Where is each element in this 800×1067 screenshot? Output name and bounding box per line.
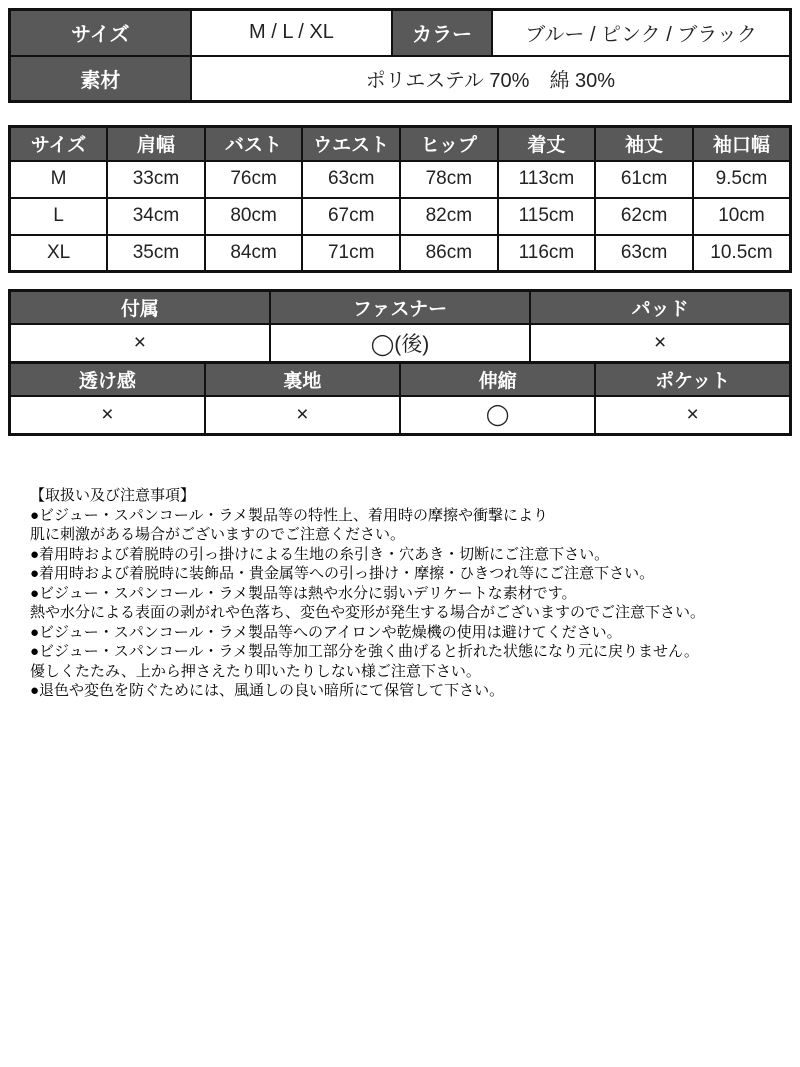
features2-header-row [10, 363, 791, 396]
material-label: 素材 [10, 56, 191, 102]
col-header: 袖丈 [595, 127, 693, 161]
features1-header-row [10, 291, 791, 324]
size-label: サイズ [10, 10, 191, 56]
feature-value: × [205, 396, 400, 435]
size-cell: 61cm [595, 161, 693, 198]
size-chart-header-row [10, 127, 791, 161]
size-cell: M [10, 161, 108, 198]
size-cell: 10.5cm [693, 235, 791, 272]
size-cell: 116cm [498, 235, 596, 272]
note-line: 熱や水分による表面の剥がれや色落ち、変色や変形が発生する場合がございますのでご注意下さい。 [30, 604, 706, 621]
note-line: ●着用時および着脱時に装飾品・貴金属等への引っ掛け・摩擦・ひきつれ等にご注意下さい。 [30, 565, 655, 582]
feature-header: ポケット [595, 363, 790, 396]
size-cell: 33cm [107, 161, 205, 198]
note-line: 肌に刺激がある場合がございますのでご注意ください。 [30, 526, 406, 543]
features1-value-row [10, 324, 791, 363]
feature-value: × [595, 396, 790, 435]
feature-header: ファスナー [270, 291, 530, 324]
size-cell: 62cm [595, 198, 693, 235]
size-cell: 76cm [205, 161, 303, 198]
feature-header: 裏地 [205, 363, 400, 396]
feature-value: ◯ [400, 396, 595, 435]
size-chart-table [8, 125, 792, 273]
note-line: ●ビジュー・スパンコール・ラメ製品等加工部分を強く曲げると折れた状態になり元に戻りません。 [30, 643, 699, 660]
size-value: M / L / XL [191, 10, 392, 56]
feature-value: ◯(後) [270, 324, 530, 363]
size-cell: L [10, 198, 108, 235]
note-line: ●ビジュー・スパンコール・ラメ製品等は熱や水分に弱いデリケートな素材です。 [30, 584, 577, 602]
summary-table [8, 8, 792, 103]
feature-value: × [10, 324, 270, 363]
size-cell: 78cm [400, 161, 498, 198]
size-cell: 63cm [302, 161, 400, 198]
note-line: ●ビジュー・スパンコール・ラメ製品等の特性上、着用時の摩擦や衝撃により [30, 506, 549, 524]
size-row-xl [10, 235, 791, 272]
features-table-2 [8, 361, 792, 436]
size-cell: 9.5cm [693, 161, 791, 198]
size-cell: 10cm [693, 198, 791, 235]
summary-row-material [10, 56, 791, 102]
features-table-1 [8, 289, 792, 364]
size-cell: 80cm [205, 198, 303, 235]
col-header: バスト [205, 127, 303, 161]
size-cell: 113cm [498, 161, 596, 198]
features2-value-row [10, 396, 791, 435]
size-cell: 86cm [400, 235, 498, 272]
col-header: 肩幅 [107, 127, 205, 161]
size-cell: 115cm [498, 198, 596, 235]
handling-notes [8, 486, 792, 701]
size-row-l [10, 198, 791, 235]
size-cell: 34cm [107, 198, 205, 235]
color-value: ブルー / ピンク / ブラック [492, 10, 790, 56]
feature-header: パッド [530, 291, 790, 324]
feature-value: × [530, 324, 790, 363]
size-cell: 67cm [302, 198, 400, 235]
summary-row-size-color [10, 10, 791, 56]
size-cell: 35cm [107, 235, 205, 272]
size-cell: 82cm [400, 198, 498, 235]
size-cell: XL [10, 235, 108, 272]
note-line: ●ビジュー・スパンコール・ラメ製品等へのアイロンや乾燥機の使用は避けてください。 [30, 623, 622, 641]
size-cell: 84cm [205, 235, 303, 272]
col-header: ウエスト [302, 127, 400, 161]
size-row-m [10, 161, 791, 198]
material-value: ポリエステル 70% 綿 30% [191, 56, 791, 102]
note-line: ●退色や変色を防ぐためには、風通しの良い暗所にて保管して下さい。 [30, 682, 505, 699]
col-header: ヒップ [400, 127, 498, 161]
col-header: 袖口幅 [693, 127, 791, 161]
color-label: カラー [392, 10, 492, 56]
feature-value: × [10, 396, 205, 435]
feature-header: 伸縮 [400, 363, 595, 396]
note-line: ●着用時および着脱時の引っ掛けによる生地の糸引き・穴あき・切断にご注意下さい。 [30, 545, 610, 563]
col-header: 着丈 [498, 127, 596, 161]
size-cell: 71cm [302, 235, 400, 272]
col-header: サイズ [10, 127, 108, 161]
size-cell: 63cm [595, 235, 693, 272]
feature-header: 付属 [10, 291, 270, 324]
feature-header: 透け感 [10, 363, 205, 396]
note-line: 優しくたたみ、上から押さえたり叩いたりしない様ご注意下さい。 [30, 662, 481, 680]
notes-title: 【取扱い及び注意事項】 [30, 487, 196, 504]
